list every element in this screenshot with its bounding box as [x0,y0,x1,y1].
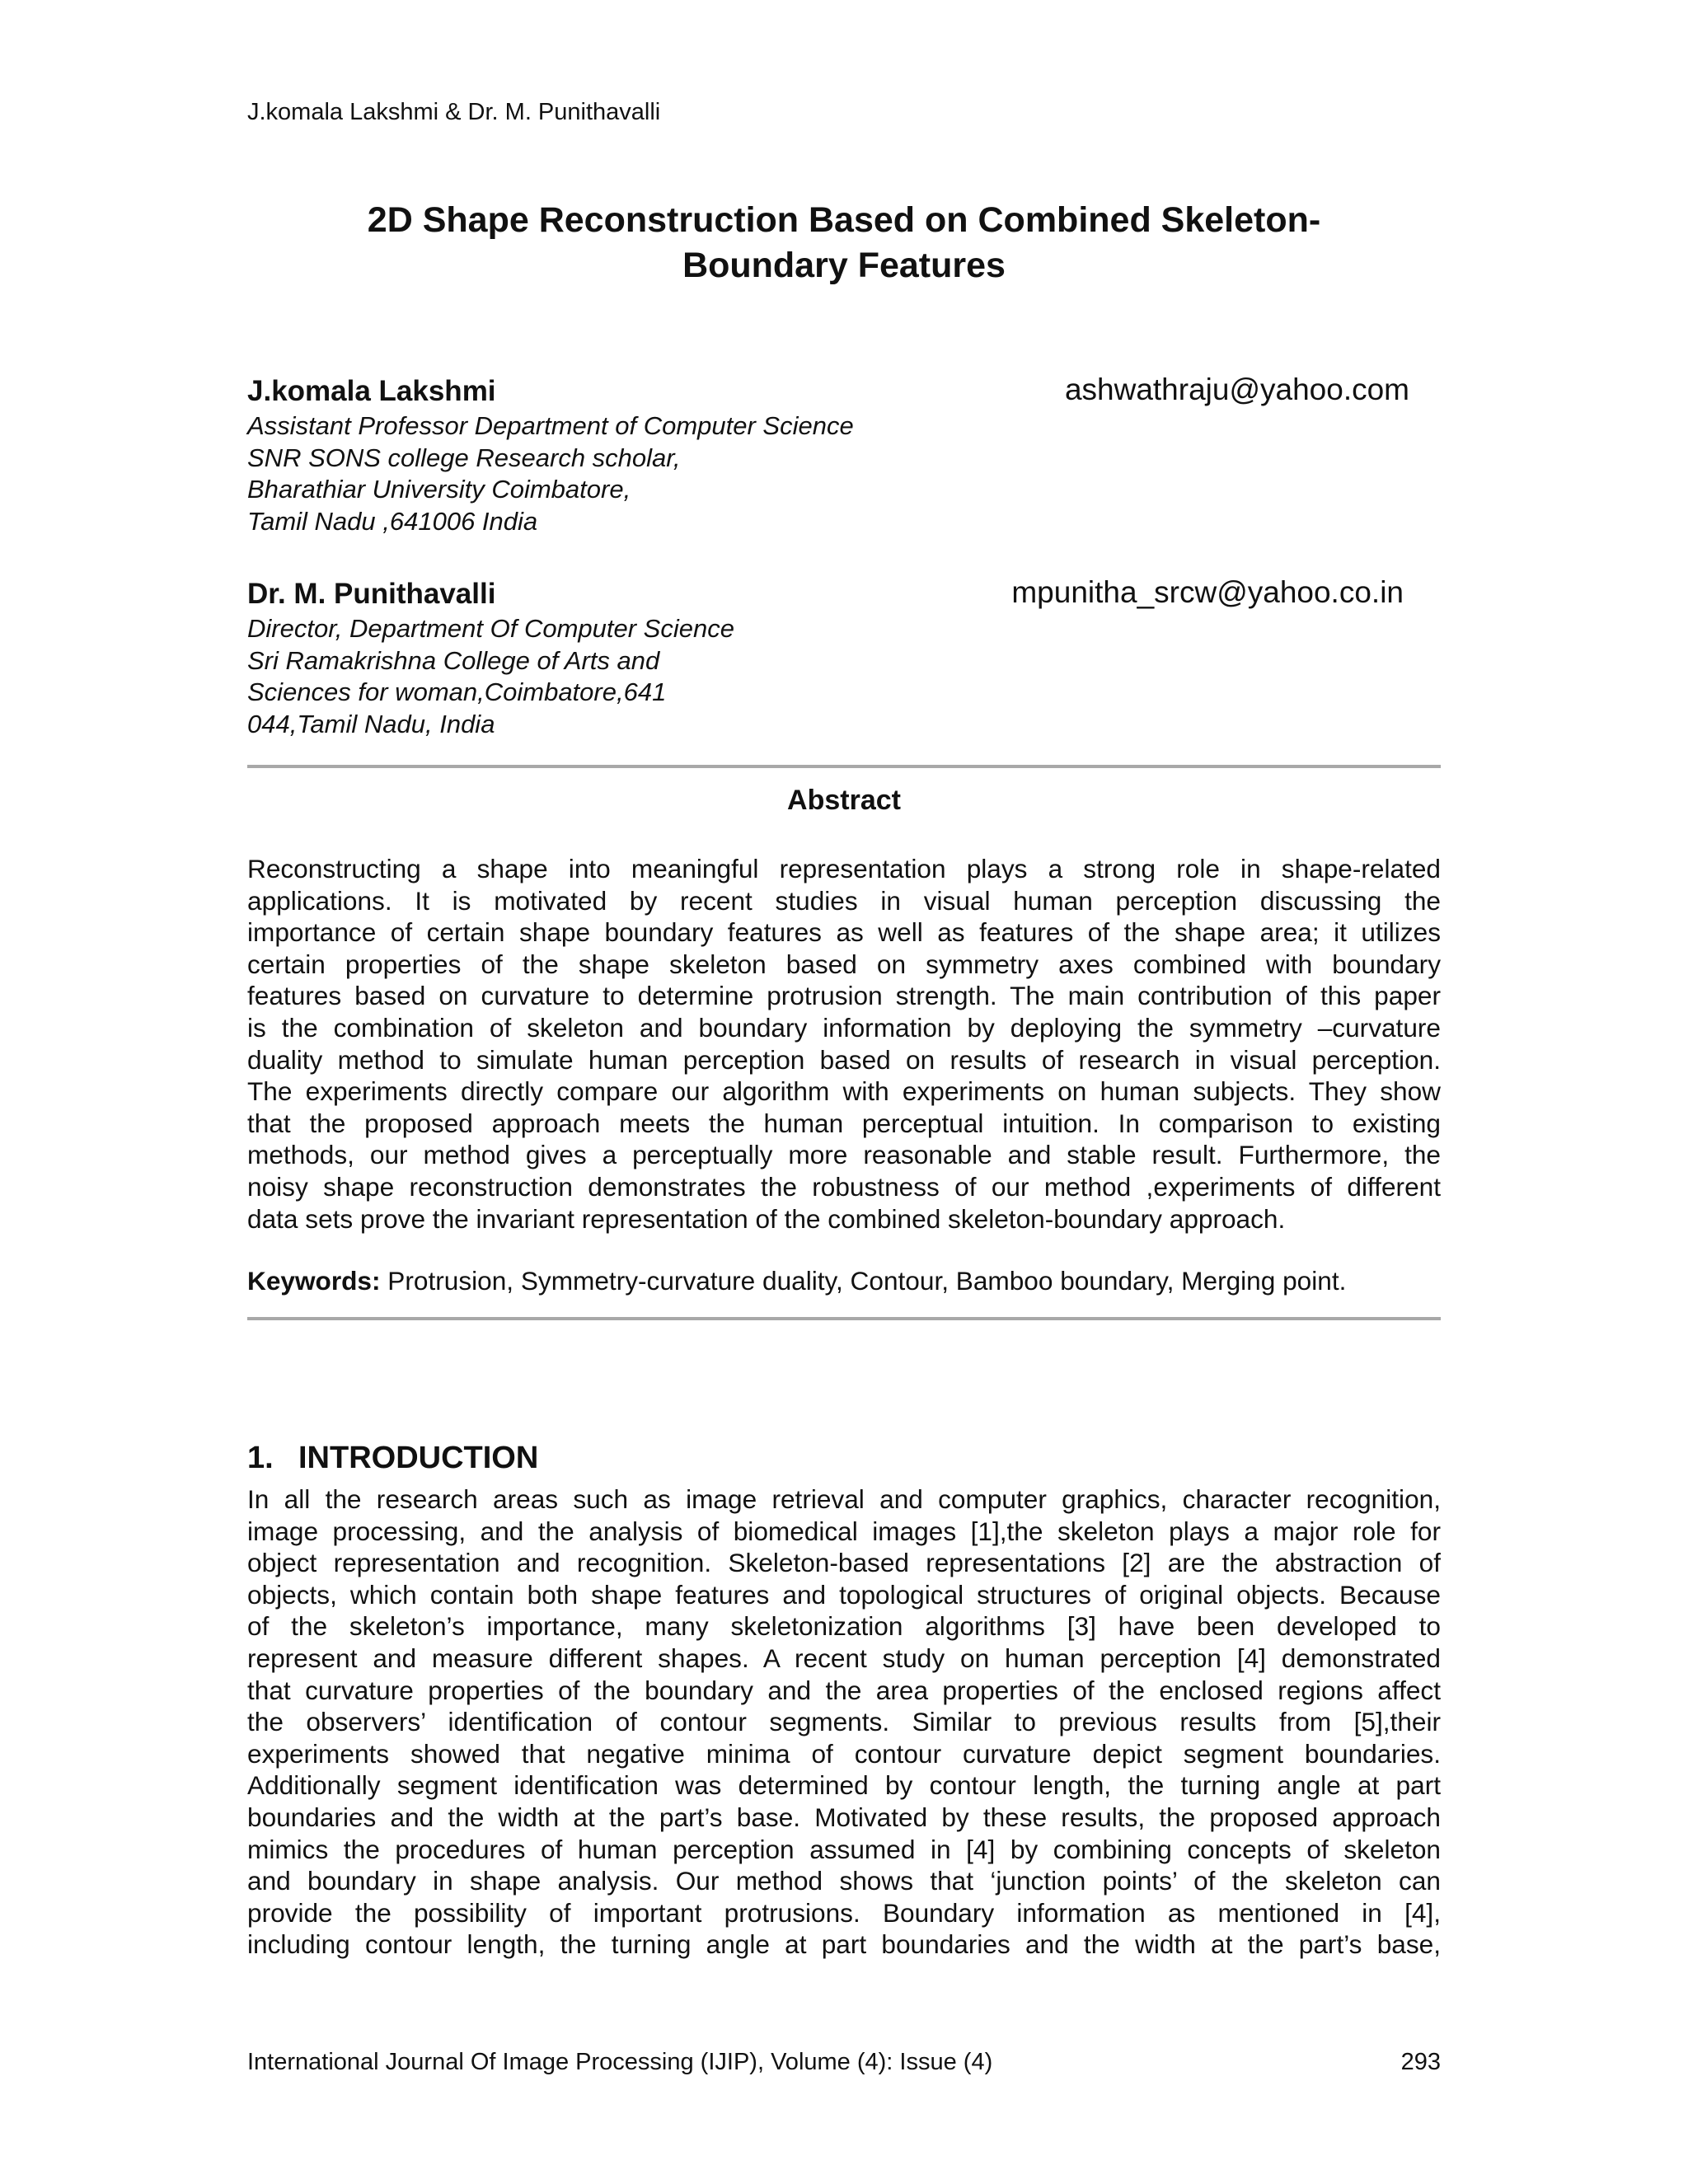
author-email: ashwathraju@yahoo.com [1064,373,1409,406]
affiliation-line: Bharathiar University Coimbatore, [247,475,631,504]
paper-title [247,198,1441,288]
intro-line: boundaries and the width at the part’s base. Motivated by these results, the proposed approach [247,1802,1441,1832]
abstract-line: Reconstructing a shape into meaningful representation plays a strong role in shape-related [247,854,1441,883]
abstract-line: importance of certain shape boundary features as well as features of the shape area; it utilizes [247,917,1441,948]
intro-line: and boundary in shape analysis. Our method shows that ‘junction points’ of the skeleton can [247,1866,1441,1896]
abstract-line: data sets prove the invariant representation of the combined skeleton-boundary approach. [247,1203,1286,1234]
footer-journal: International Journal Of Image Processing (IJIP), Volume (4): Issue (4) [247,2049,993,2075]
author-email: mpunitha_srcw@yahoo.co.in [1011,575,1404,609]
divider-rule [247,1317,1441,1320]
intro-line: of the skeleton’s importance, many skeletonization algorithms [3] have been developed to [247,1611,1441,1642]
abstract-body [247,853,1441,1235]
author-name: J.komala Lakshmi [247,375,496,407]
running-header: J.komala Lakshmi & Dr. M. Punithavalli [247,99,661,125]
divider-rule [247,765,1441,768]
author-affiliation [247,410,854,537]
intro-line: that curvature properties of the boundary and the area properties of the enclosed regions affect [247,1675,1441,1705]
abstract-line: that the proposed approach meets the human perceptual intuition. In comparison to existing [247,1108,1441,1138]
introduction-body [247,1483,1441,1961]
abstract-heading: Abstract [787,785,901,816]
abstract-line: methods, our method gives a perceptually more reasonable and stable result. Furthermore, the [247,1140,1441,1170]
intro-line: mimics the procedures of human perception assumed in [4] by combining concepts of skeleton [247,1834,1441,1864]
affiliation-line: Director, Department Of Computer Science [247,614,734,643]
section-heading [247,1439,538,1477]
intro-line: represent and measure different shapes. A recent study on human perception [4] demonstrated [247,1643,1441,1673]
abstract-line: applications. It is motivated by recent studies in visual human perception discussing the [247,885,1441,916]
affiliation-line: SNR SONS college Research scholar, [247,443,681,472]
intro-line: In all the research areas such as image retrieval and computer graphics, character recognition, [247,1484,1441,1514]
affiliation-line: Sri Ramakrishna College of Arts and [247,645,660,675]
abstract-line: features based on curvature to determine protrusion strength. The main contribution of this paper [247,981,1441,1011]
author-name: Dr. M. Punithavalli [247,578,496,610]
keywords-text: Protrusion, Symmetry-curvature duality, Contour, Bamboo boundary, Merging point. [380,1266,1347,1296]
section-number: 1. [247,1441,274,1475]
affiliation-line: Sciences for woman,Coimbatore,641 [247,677,667,707]
keywords [247,1265,1441,1296]
title-line: Boundary Features [682,246,1006,285]
section-title: INTRODUCTION [298,1441,539,1475]
intro-line: object representation and recognition. Skeleton-based representations [2] are the abstraction of [247,1548,1441,1578]
intro-line: the observers’ identification of contour segments. Similar to previous results from [5],their [247,1707,1441,1737]
affiliation-line: 044,Tamil Nadu, India [247,709,495,738]
abstract-line: certain properties of the shape skeleton based on symmetry axes combined with boundary [247,949,1441,979]
abstract-line: is the combination of skeleton and boundary information by deploying the symmetry –curvature [247,1012,1441,1043]
abstract-line: duality method to simulate human perception based on results of research in visual perception. [247,1044,1441,1075]
page-number: 293 [1400,2049,1441,2075]
intro-line: Additionally segment identification was determined by contour length, the turning angle at part [247,1770,1441,1801]
intro-line: objects, which contain both shape features and topological structures of original objects. Because [247,1579,1441,1610]
intro-line: image processing, and the analysis of biomedical images [1],the skeleton plays a major role for [247,1516,1441,1546]
intro-line: including contour length, the turning angle at part boundaries and the width at the part’s base, [247,1929,1441,1960]
intro-line: experiments showed that negative minima of contour curvature depict segment boundaries. [247,1738,1441,1769]
keywords-label: Keywords: [247,1266,381,1296]
affiliation-line: Assistant Professor Department of Computer Science [247,411,854,440]
abstract-line: noisy shape reconstruction demonstrates the robustness of our method ,experiments of different [247,1171,1441,1202]
affiliation-line: Tamil Nadu ,641006 India [247,506,538,536]
intro-line: provide the possibility of important protrusions. Boundary information as mentioned in [4], [247,1897,1441,1928]
title-line: 2D Shape Reconstruction Based on Combined Skeleton- [367,200,1321,240]
author-affiliation [247,613,734,740]
abstract-line: The experiments directly compare our algorithm with experiments on human subjects. They show [247,1076,1441,1107]
